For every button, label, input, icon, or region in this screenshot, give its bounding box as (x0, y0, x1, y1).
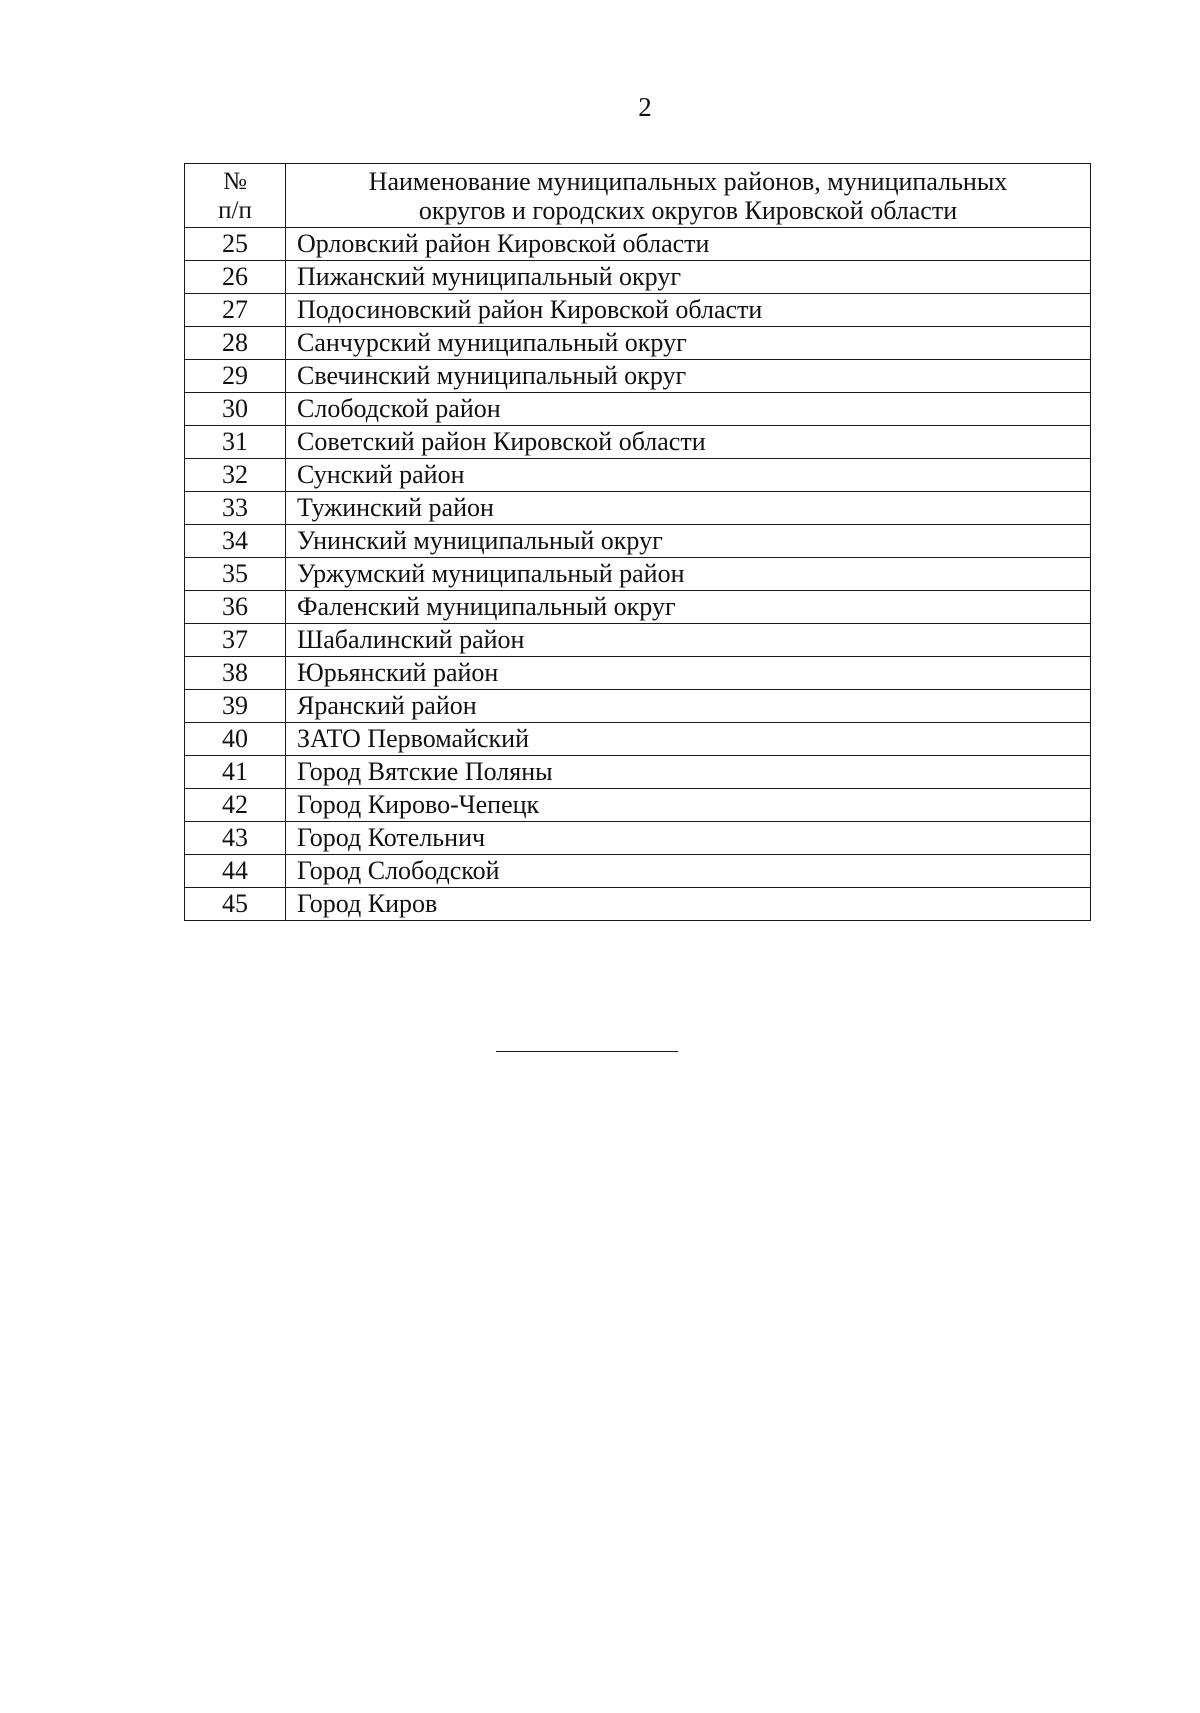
column-header-name (286, 164, 1091, 228)
row-name-cell: Слободской район (286, 393, 1091, 426)
row-number-cell: 28 (185, 327, 286, 360)
table-row (185, 393, 1091, 426)
row-name-cell: Свечинский муниципальный округ (286, 360, 1091, 393)
row-number-cell: 27 (185, 294, 286, 327)
table-row (185, 459, 1091, 492)
column-header-number-line1: № (223, 167, 247, 195)
row-number-cell: 41 (185, 756, 286, 789)
table-row (185, 624, 1091, 657)
row-name-cell: Унинский муниципальный округ (286, 525, 1091, 558)
row-name-cell: Орловский район Кировской области (286, 228, 1091, 261)
page-number: 2 (638, 92, 652, 122)
table-row (185, 657, 1091, 690)
row-number-cell: 33 (185, 492, 286, 525)
row-number-cell: 42 (185, 789, 286, 822)
table-row (185, 591, 1091, 624)
row-number-cell: 44 (185, 855, 286, 888)
table-row (185, 525, 1091, 558)
row-number-cell: 40 (185, 723, 286, 756)
row-name-cell: Пижанский муниципальный округ (286, 261, 1091, 294)
row-number-cell: 45 (185, 888, 286, 921)
table-row (185, 855, 1091, 888)
column-header-name-line2: округов и городских округов Кировской области (418, 195, 958, 225)
table-row (185, 822, 1091, 855)
row-number-cell: 31 (185, 426, 286, 459)
table-row (185, 261, 1091, 294)
municipalities-table (184, 163, 1091, 921)
table-row (185, 888, 1091, 921)
row-name-cell: Город Котельнич (286, 822, 1091, 855)
row-number-cell: 35 (185, 558, 286, 591)
table-row (185, 327, 1091, 360)
table-row (185, 723, 1091, 756)
closing-divider-line (496, 1051, 678, 1052)
row-number-cell: 43 (185, 822, 286, 855)
row-name-cell: Город Вятские Поляны (286, 756, 1091, 789)
row-number-cell: 29 (185, 360, 286, 393)
row-number-cell: 39 (185, 690, 286, 723)
row-name-cell: Город Слободской (286, 855, 1091, 888)
table-row (185, 492, 1091, 525)
row-name-cell: Уржумский муниципальный район (286, 558, 1091, 591)
row-number-cell: 38 (185, 657, 286, 690)
row-name-cell: Юрьянский район (286, 657, 1091, 690)
table-row (185, 426, 1091, 459)
table-row (185, 690, 1091, 723)
row-name-cell: Тужинский район (286, 492, 1091, 525)
row-name-cell: Город Киров (286, 888, 1091, 921)
row-name-cell: Фаленский муниципальный округ (286, 591, 1091, 624)
row-number-cell: 32 (185, 459, 286, 492)
column-header-number-line2: п/п (218, 196, 252, 224)
row-number-cell: 25 (185, 228, 286, 261)
column-header-name-line1: Наименование муниципальных районов, муниципальных (368, 166, 1008, 196)
row-name-cell: Санчурский муниципальный округ (286, 327, 1091, 360)
table-row (185, 294, 1091, 327)
table-row (185, 756, 1091, 789)
row-number-cell: 36 (185, 591, 286, 624)
table-row (185, 789, 1091, 822)
row-name-cell: Советский район Кировской области (286, 426, 1091, 459)
column-header-number (185, 164, 286, 228)
table-row (185, 360, 1091, 393)
row-number-cell: 26 (185, 261, 286, 294)
row-name-cell: Сунский район (286, 459, 1091, 492)
row-number-cell: 37 (185, 624, 286, 657)
row-name-cell: Подосиновский район Кировской области (286, 294, 1091, 327)
row-number-cell: 34 (185, 525, 286, 558)
row-name-cell: Город Кирово-Чепецк (286, 789, 1091, 822)
row-name-cell: Шабалинский район (286, 624, 1091, 657)
table-row (185, 558, 1091, 591)
row-name-cell: Яранский район (286, 690, 1091, 723)
table-row (185, 228, 1091, 261)
row-name-cell: ЗАТО Первомайский (286, 723, 1091, 756)
row-number-cell: 30 (185, 393, 286, 426)
table-body (185, 228, 1091, 921)
table-header-row (185, 164, 1091, 228)
